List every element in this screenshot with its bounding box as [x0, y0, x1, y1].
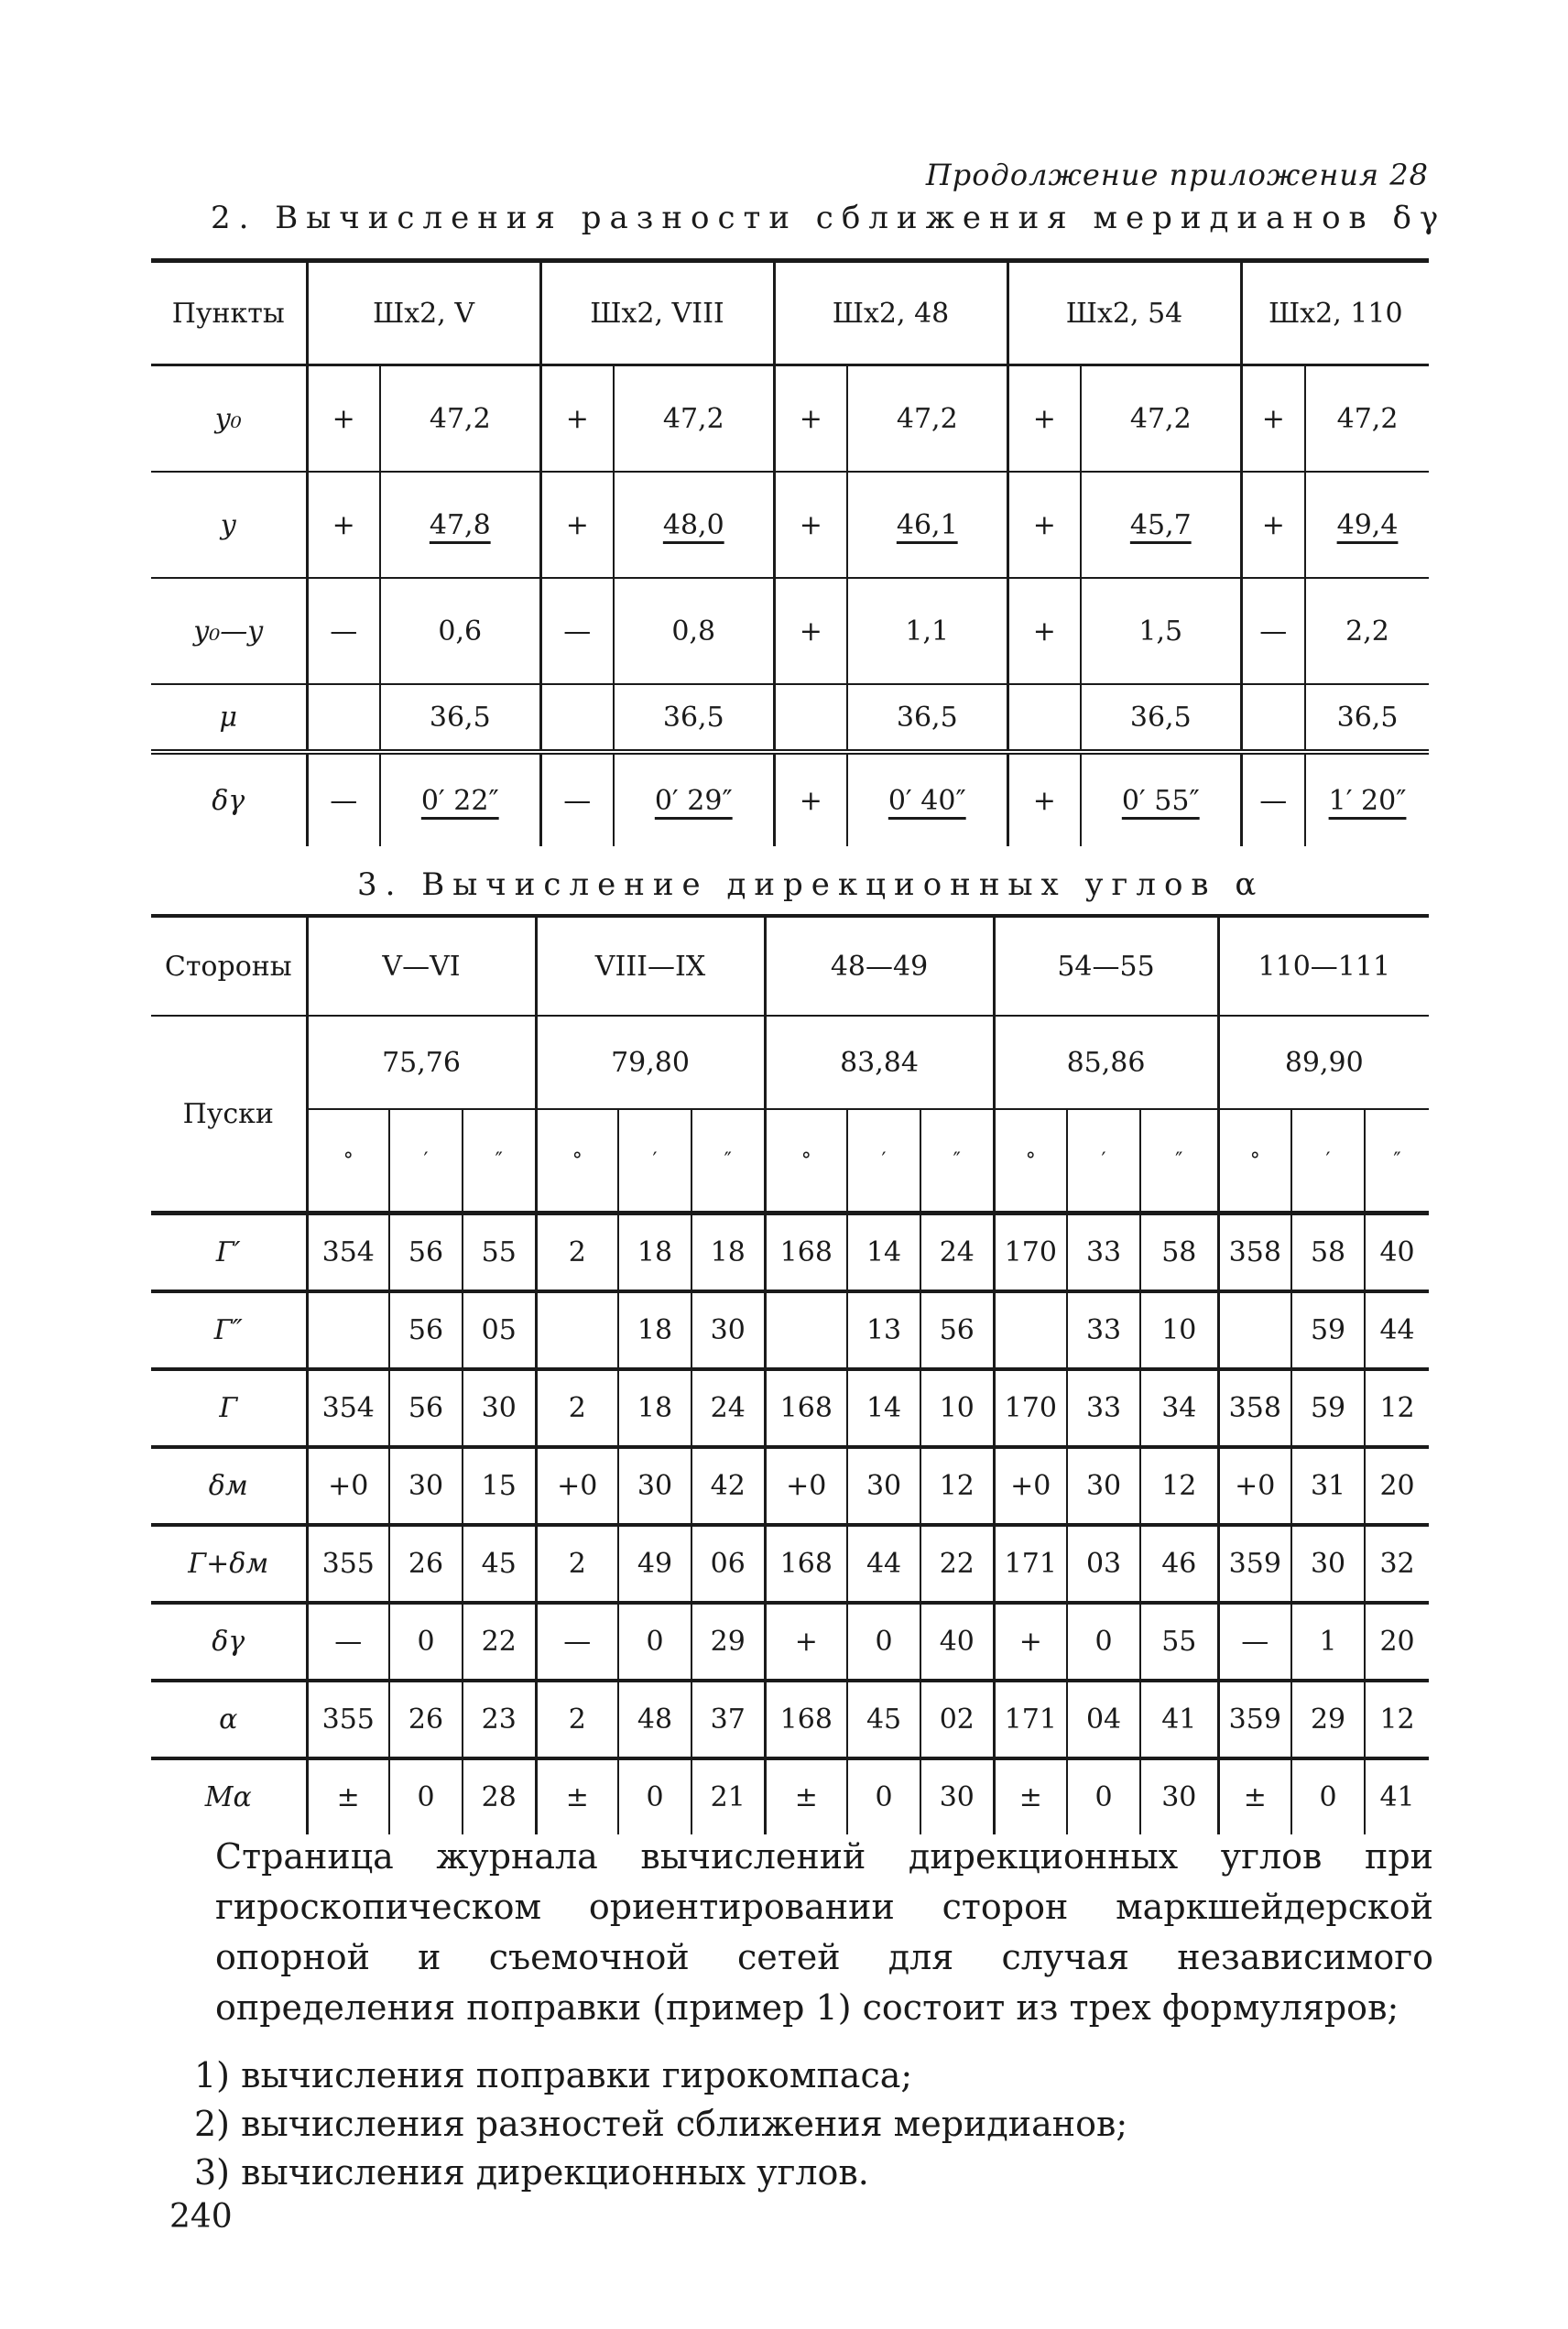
min-cell: 56	[389, 1213, 463, 1292]
min-cell: 29	[1291, 1681, 1365, 1758]
table-row	[151, 684, 1429, 752]
launch-cell: 85,86	[994, 1016, 1218, 1109]
deg-cell: 358	[1218, 1369, 1291, 1447]
deg-cell: 2	[536, 1213, 618, 1292]
sign-cell: +	[774, 472, 847, 578]
sec-cell: 45	[463, 1525, 536, 1603]
sign-cell: +	[1007, 472, 1081, 578]
row-label: Г″	[151, 1291, 307, 1369]
value-text: 0′ 40″	[887, 784, 966, 817]
min-cell: 03	[1067, 1525, 1140, 1603]
sides-label: Стороны	[151, 916, 307, 1016]
deg-cell: 359	[1218, 1681, 1291, 1758]
minutes-unit: ′	[847, 1109, 920, 1213]
side-header: 48—49	[765, 916, 994, 1016]
sec-cell: 20	[1365, 1603, 1429, 1681]
deg-cell	[307, 1291, 389, 1369]
side-header: VIII—IX	[536, 916, 765, 1016]
min-cell: 26	[389, 1681, 463, 1758]
deg-cell: —	[307, 1603, 389, 1681]
value-cell: 36,5	[847, 684, 1007, 752]
table-row	[151, 1681, 1429, 1758]
min-cell: 0	[1067, 1758, 1140, 1834]
deg-cell: 168	[765, 1525, 847, 1603]
deg-cell: +0	[994, 1447, 1067, 1525]
min-cell: 31	[1291, 1447, 1365, 1525]
deg-cell: —	[536, 1603, 618, 1681]
launches-label: Пуски	[151, 1016, 307, 1213]
min-cell: 30	[618, 1447, 691, 1525]
deg-cell: 355	[307, 1681, 389, 1758]
row-label: Mα	[204, 1781, 252, 1813]
launch-cell: 79,80	[536, 1016, 765, 1109]
value-cell: 1,5	[1081, 578, 1241, 684]
deg-cell: 168	[765, 1213, 847, 1292]
running-head: Продолжение приложения 28	[925, 158, 1429, 192]
value-text: 1′ 20″	[1328, 784, 1407, 817]
min-cell: 0	[1067, 1603, 1140, 1681]
seconds-unit: ″	[463, 1109, 536, 1213]
min-cell: 56	[389, 1369, 463, 1447]
min-cell: 0	[847, 1603, 920, 1681]
sec-cell: 40	[920, 1603, 994, 1681]
value-text: 48,0	[662, 508, 724, 541]
column-header: Шх2, VIII	[540, 261, 774, 365]
sec-cell: 22	[463, 1603, 536, 1681]
sec-cell: 30	[920, 1758, 994, 1834]
deg-cell: ±	[307, 1758, 389, 1834]
sign-cell: —	[540, 578, 614, 684]
degrees-unit: °	[994, 1109, 1067, 1213]
column-header: Шх2, V	[307, 261, 540, 365]
value-cell: 36,5	[380, 684, 540, 752]
sec-cell: 30	[1140, 1758, 1218, 1834]
min-cell: 04	[1067, 1681, 1140, 1758]
table-row	[151, 1291, 1429, 1369]
sec-cell: 55	[1140, 1603, 1218, 1681]
value-cell: 47,2	[614, 365, 774, 473]
value-cell	[380, 752, 540, 846]
value-cell	[380, 472, 540, 578]
row-label: α	[151, 1681, 307, 1758]
sign-cell	[774, 684, 847, 752]
sign-cell: —	[1241, 752, 1305, 846]
deg-cell: 2	[536, 1525, 618, 1603]
table-row	[151, 1369, 1429, 1447]
side-header: V—VI	[307, 916, 536, 1016]
row-label: Г	[151, 1369, 307, 1447]
value-cell	[614, 752, 774, 846]
value-cell	[614, 472, 774, 578]
value-cell	[847, 752, 1007, 846]
min-cell: 49	[618, 1525, 691, 1603]
deg-cell: 171	[994, 1681, 1067, 1758]
min-cell: 18	[618, 1213, 691, 1292]
sign-cell: +	[540, 365, 614, 473]
value-cell: 36,5	[614, 684, 774, 752]
value-cell: 36,5	[1081, 684, 1241, 752]
deg-cell: 170	[994, 1213, 1067, 1292]
sign-cell: +	[1007, 578, 1081, 684]
sec-cell: 24	[691, 1369, 765, 1447]
seconds-unit: ″	[691, 1109, 765, 1213]
value-cell: 47,2	[847, 365, 1007, 473]
value-text: 47,8	[429, 508, 491, 541]
degrees-unit: °	[1218, 1109, 1291, 1213]
min-cell: 26	[389, 1525, 463, 1603]
sign-cell: +	[774, 752, 847, 846]
value-cell: 47,2	[1081, 365, 1241, 473]
column-header: Шх2, 48	[774, 261, 1007, 365]
sec-cell: 05	[463, 1291, 536, 1369]
sec-cell: 12	[920, 1447, 994, 1525]
deg-cell: ±	[994, 1758, 1067, 1834]
list-item: 3) вычисления дирекционных углов.	[194, 2152, 869, 2193]
table2-title: 2. Вычисления разности сближения меридианов δγ	[211, 200, 1447, 236]
table-row	[151, 472, 1429, 578]
min-cell: 30	[389, 1447, 463, 1525]
value-text: 49,4	[1336, 508, 1399, 541]
sign-cell: —	[540, 752, 614, 846]
min-cell: 1	[1291, 1603, 1365, 1681]
seconds-unit: ″	[920, 1109, 994, 1213]
sec-cell: 12	[1365, 1369, 1429, 1447]
min-cell: 45	[847, 1681, 920, 1758]
deg-cell	[1218, 1291, 1291, 1369]
table-row	[151, 578, 1429, 684]
value-cell: 36,5	[1305, 684, 1429, 752]
sec-cell: 56	[920, 1291, 994, 1369]
sign-cell: +	[1241, 365, 1305, 473]
value-text: 45,7	[1129, 508, 1192, 541]
deg-cell: 2	[536, 1681, 618, 1758]
deg-cell: 359	[1218, 1525, 1291, 1603]
table2-corner: Пункты	[151, 261, 307, 365]
deg-cell	[765, 1291, 847, 1369]
deg-cell: +	[765, 1603, 847, 1681]
sign-cell: +	[1241, 472, 1305, 578]
deg-cell: ±	[765, 1758, 847, 1834]
units-row	[151, 1109, 1429, 1213]
deg-cell: ±	[536, 1758, 618, 1834]
sec-cell: 12	[1140, 1447, 1218, 1525]
min-cell: 0	[618, 1758, 691, 1834]
sec-cell: 32	[1365, 1525, 1429, 1603]
sec-cell: 10	[920, 1369, 994, 1447]
deg-cell: 168	[765, 1681, 847, 1758]
sign-cell: +	[774, 578, 847, 684]
min-cell: 30	[1291, 1525, 1365, 1603]
table-row	[151, 1603, 1429, 1681]
list-item: 1) вычисления поправки гирокомпаса;	[194, 2055, 913, 2095]
row-label: y₀—y	[151, 578, 307, 684]
sec-cell: 10	[1140, 1291, 1218, 1369]
sign-cell	[540, 684, 614, 752]
min-cell: 59	[1291, 1369, 1365, 1447]
side-header: 110—111	[1218, 916, 1429, 1016]
deg-cell: +0	[536, 1447, 618, 1525]
min-cell: 13	[847, 1291, 920, 1369]
deg-cell: 168	[765, 1369, 847, 1447]
sign-cell	[1007, 684, 1081, 752]
sec-cell: 22	[920, 1525, 994, 1603]
value-cell: 1,1	[847, 578, 1007, 684]
sign-cell	[1241, 684, 1305, 752]
launch-cell: 89,90	[1218, 1016, 1429, 1109]
value-cell: 2,2	[1305, 578, 1429, 684]
directional-angles-table	[151, 914, 1429, 1834]
value-cell: 0,6	[380, 578, 540, 684]
min-cell: 0	[847, 1758, 920, 1834]
sec-cell: 24	[920, 1213, 994, 1292]
deg-cell: +	[994, 1603, 1067, 1681]
sec-cell: 37	[691, 1681, 765, 1758]
sec-cell: 29	[691, 1603, 765, 1681]
sec-cell: 42	[691, 1447, 765, 1525]
min-cell: 0	[1291, 1758, 1365, 1834]
min-cell: 58	[1291, 1213, 1365, 1292]
sec-cell: 06	[691, 1525, 765, 1603]
value-text: 0′ 55″	[1121, 784, 1200, 817]
sec-cell: 12	[1365, 1681, 1429, 1758]
row-label: Г+δм	[151, 1525, 307, 1603]
deg-cell: 354	[307, 1369, 389, 1447]
table-row	[151, 1758, 1429, 1834]
minutes-unit: ′	[1067, 1109, 1140, 1213]
value-cell	[847, 472, 1007, 578]
sign-cell	[307, 684, 380, 752]
row-label: y	[151, 472, 307, 578]
deg-cell: +0	[765, 1447, 847, 1525]
value-cell: 47,2	[380, 365, 540, 473]
table-row	[151, 1213, 1429, 1292]
sec-cell: 15	[463, 1447, 536, 1525]
row-label: y₀	[151, 365, 307, 473]
table-row	[151, 365, 1429, 473]
row-label: μ	[151, 684, 307, 752]
deg-cell	[994, 1291, 1067, 1369]
min-cell: 14	[847, 1213, 920, 1292]
meridian-convergence-table	[151, 258, 1429, 846]
degrees-unit: °	[536, 1109, 618, 1213]
deg-cell: 2	[536, 1369, 618, 1447]
sec-cell: 44	[1365, 1291, 1429, 1369]
body-paragraph: Страница журнала вычислений дирекционных углов при гироскопическом ориентировании сторон маркшейдерской опорной и съемочной сетей для случая независимого определения поправки (пример 1) состоит из трех формуляров;	[215, 1836, 1433, 2028]
side-header: 54—55	[994, 916, 1218, 1016]
sec-cell: 02	[920, 1681, 994, 1758]
sec-cell: 58	[1140, 1213, 1218, 1292]
formulary-list	[194, 2051, 1127, 2197]
deg-cell: 358	[1218, 1213, 1291, 1292]
deg-cell: 354	[307, 1213, 389, 1292]
sign-cell: +	[1007, 365, 1081, 473]
table-row	[151, 1525, 1429, 1603]
min-cell: 30	[847, 1447, 920, 1525]
value-text: 0′ 29″	[654, 784, 733, 817]
value-cell	[1081, 472, 1241, 578]
value-cell	[1305, 752, 1429, 846]
sec-cell: 41	[1365, 1758, 1429, 1834]
sec-cell: 34	[1140, 1369, 1218, 1447]
row-label: δм	[151, 1447, 307, 1525]
degrees-unit: °	[765, 1109, 847, 1213]
minutes-unit: ′	[1291, 1109, 1365, 1213]
launches-row	[151, 1016, 1429, 1109]
sec-cell: 20	[1365, 1447, 1429, 1525]
sec-cell: 28	[463, 1758, 536, 1834]
deg-cell: +0	[1218, 1447, 1291, 1525]
sign-cell: +	[307, 365, 380, 473]
min-cell: 33	[1067, 1213, 1140, 1292]
row-label: δγ	[212, 784, 245, 817]
sec-cell: 40	[1365, 1213, 1429, 1292]
deg-cell: +0	[307, 1447, 389, 1525]
sides-header-row	[151, 916, 1429, 1016]
seconds-unit: ″	[1140, 1109, 1218, 1213]
min-cell: 44	[847, 1525, 920, 1603]
min-cell: 33	[1067, 1291, 1140, 1369]
deg-cell	[536, 1291, 618, 1369]
min-cell: 30	[1067, 1447, 1140, 1525]
sec-cell: 30	[691, 1291, 765, 1369]
sign-cell: +	[1007, 752, 1081, 846]
sec-cell: 18	[691, 1213, 765, 1292]
min-cell: 59	[1291, 1291, 1365, 1369]
launch-cell: 83,84	[765, 1016, 994, 1109]
min-cell: 18	[618, 1369, 691, 1447]
list-item: 2) вычисления разностей сближения меридианов;	[194, 2104, 1128, 2144]
page-number: 240	[169, 2198, 233, 2236]
degrees-unit: °	[307, 1109, 389, 1213]
column-header: Шх2, 54	[1007, 261, 1241, 365]
value-text: 0′ 22″	[420, 784, 499, 817]
row-label: Г′	[151, 1213, 307, 1292]
table3-title: 3. Вычисление дирекционных углов α	[357, 866, 1265, 903]
value-text: 46,1	[896, 508, 958, 541]
sec-cell: 41	[1140, 1681, 1218, 1758]
sec-cell: 23	[463, 1681, 536, 1758]
sec-cell: 46	[1140, 1525, 1218, 1603]
sign-cell: +	[540, 472, 614, 578]
deg-cell: ±	[1218, 1758, 1291, 1834]
min-cell: 18	[618, 1291, 691, 1369]
deg-cell: —	[1218, 1603, 1291, 1681]
launch-cell: 75,76	[307, 1016, 536, 1109]
column-header: Шх2, 110	[1241, 261, 1429, 365]
min-cell: 0	[618, 1603, 691, 1681]
sec-cell: 30	[463, 1369, 536, 1447]
min-cell: 14	[847, 1369, 920, 1447]
value-cell	[1305, 472, 1429, 578]
deg-cell: 170	[994, 1369, 1067, 1447]
value-cell: 0,8	[614, 578, 774, 684]
sec-cell: 21	[691, 1758, 765, 1834]
min-cell: 56	[389, 1291, 463, 1369]
table2-header-row	[151, 261, 1429, 365]
table-row	[151, 1447, 1429, 1525]
sign-cell: —	[307, 752, 380, 846]
min-cell: 48	[618, 1681, 691, 1758]
sign-cell: +	[774, 365, 847, 473]
sec-cell: 55	[463, 1213, 536, 1292]
deg-cell: 171	[994, 1525, 1067, 1603]
table-row	[151, 752, 1429, 846]
row-label: δγ	[151, 1603, 307, 1681]
sign-cell: +	[307, 472, 380, 578]
sign-cell: —	[307, 578, 380, 684]
minutes-unit: ′	[618, 1109, 691, 1213]
min-cell: 0	[389, 1603, 463, 1681]
seconds-unit: ″	[1365, 1109, 1429, 1213]
value-cell: 47,2	[1305, 365, 1429, 473]
min-cell: 0	[389, 1758, 463, 1834]
sign-cell: —	[1241, 578, 1305, 684]
min-cell: 33	[1067, 1369, 1140, 1447]
deg-cell: 355	[307, 1525, 389, 1603]
minutes-unit: ′	[389, 1109, 463, 1213]
value-cell	[1081, 752, 1241, 846]
